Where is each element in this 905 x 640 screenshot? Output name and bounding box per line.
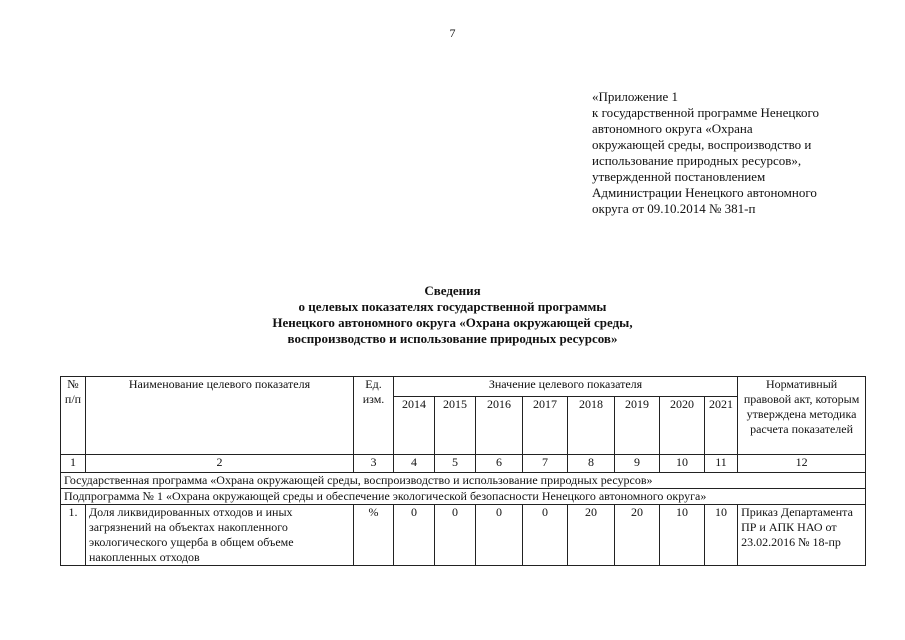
- row-value: 10: [660, 505, 705, 566]
- appendix-line: автономного округа «Охрана: [592, 121, 753, 136]
- program-row: [61, 473, 866, 489]
- row-value: 0: [394, 505, 435, 566]
- appendix-line: утвержденной постановлением: [592, 169, 766, 184]
- column-number: 3: [354, 455, 394, 473]
- row-value: 0: [435, 505, 476, 566]
- document-title: [0, 283, 905, 347]
- row-value: 0: [476, 505, 523, 566]
- title-line: Ненецкого автономного округа «Охрана окружающей среды,: [272, 315, 633, 330]
- column-number: 7: [523, 455, 568, 473]
- appendix-line: «Приложение 1: [592, 89, 679, 104]
- column-number: 9: [615, 455, 660, 473]
- header-row: [61, 377, 866, 397]
- row-name: Доля ликвидированных отходов и иных загрязнений на объектах накопленного экологического ущерба в общем объеме накопленных отходов: [86, 505, 354, 566]
- header-year: 2016: [476, 397, 523, 455]
- column-number: 12: [738, 455, 866, 473]
- table-row: [61, 505, 866, 566]
- header-values-group: Значение целевого показателя: [394, 377, 738, 397]
- page-number: 7: [449, 26, 456, 40]
- column-number: 8: [568, 455, 615, 473]
- header-year: 2020: [660, 397, 705, 455]
- header-unit: Ед. изм.: [354, 377, 394, 455]
- appendix-line: использование природных ресурсов»,: [592, 153, 802, 168]
- row-value: 20: [615, 505, 660, 566]
- column-numbers-row: [61, 455, 866, 473]
- header-act: Нормативный правовой акт, которым утверждена методика расчета показателей: [738, 377, 866, 455]
- column-number: 5: [435, 455, 476, 473]
- subprogram-row: [61, 489, 866, 505]
- column-number: 11: [705, 455, 738, 473]
- appendix-line: окружающей среды, воспроизводство и: [592, 137, 812, 152]
- subprogram-title: Подпрограмма № 1 «Охрана окружающей среды и обеспечение экологической безопасности Ненецкого автономного округа»: [61, 489, 866, 505]
- header-year: 2021: [705, 397, 738, 455]
- appendix-line: к государственной программе Ненецкого: [592, 105, 820, 120]
- column-number: 6: [476, 455, 523, 473]
- row-value: 0: [523, 505, 568, 566]
- header-year: 2019: [615, 397, 660, 455]
- row-act: Приказ Департамента ПР и АПК НАО от 23.02.2016 № 18-пр: [738, 505, 866, 566]
- appendix-line: округа от 09.10.2014 № 381-п: [592, 201, 756, 216]
- row-num: 1.: [61, 505, 86, 566]
- row-value: 20: [568, 505, 615, 566]
- header-year: 2014: [394, 397, 435, 455]
- title-line: Сведения: [424, 283, 481, 298]
- title-line: о целевых показателях государственной программы: [298, 299, 607, 314]
- column-number: 10: [660, 455, 705, 473]
- header-year: 2015: [435, 397, 476, 455]
- header-year: 2018: [568, 397, 615, 455]
- column-number: 2: [86, 455, 354, 473]
- column-number: 1: [61, 455, 86, 473]
- column-number: 4: [394, 455, 435, 473]
- header-name: Наименование целевого показателя: [86, 377, 354, 455]
- program-title: Государственная программа «Охрана окружающей среды, воспроизводство и использование природных ресурсов»: [61, 473, 866, 489]
- appendix-line: Администрации Ненецкого автономного: [592, 185, 817, 200]
- row-value: 10: [705, 505, 738, 566]
- header-year: 2017: [523, 397, 568, 455]
- header-num: № п/п: [61, 377, 86, 455]
- title-line: воспроизводство и использование природных ресурсов»: [287, 331, 618, 346]
- row-unit: %: [354, 505, 394, 566]
- appendix-note: [592, 89, 862, 217]
- indicators-table: [60, 376, 866, 566]
